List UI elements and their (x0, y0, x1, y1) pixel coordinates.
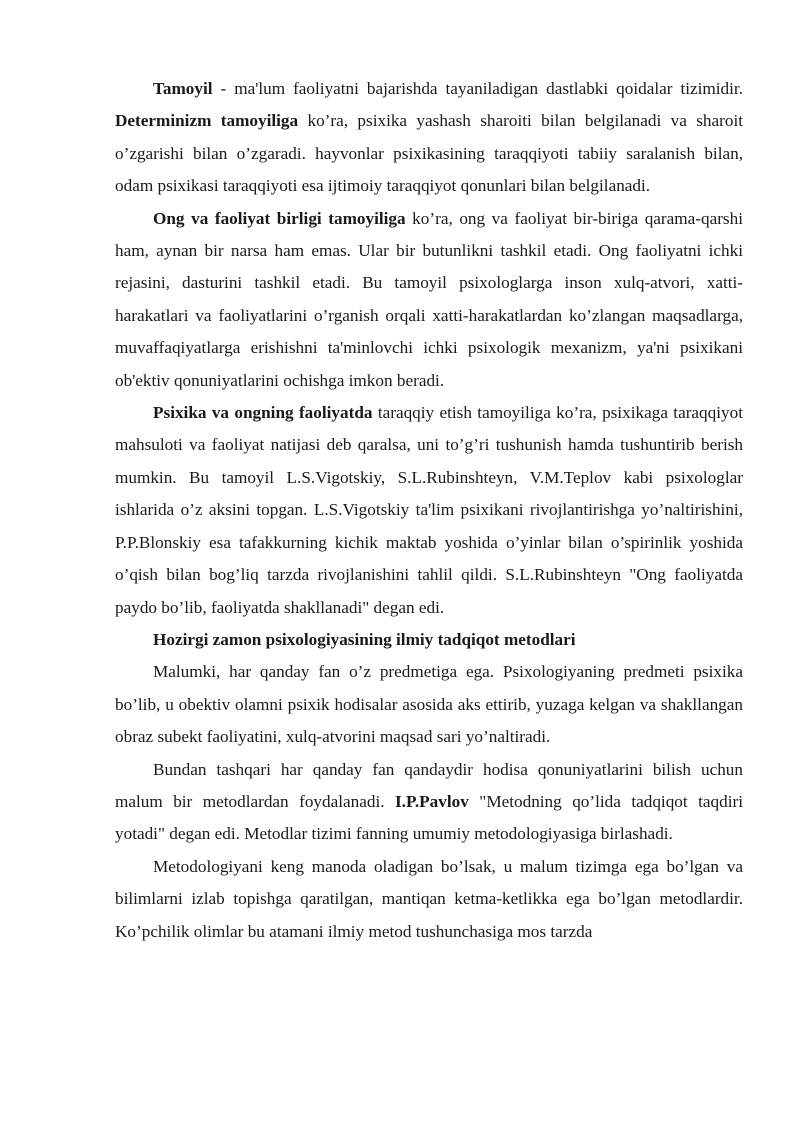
term-pavlov: I.P.Pavlov (394, 791, 469, 811)
section-heading: Hozirgi zamon psixologiyasining ilmiy tadqiqot metodlari (153, 629, 576, 649)
term-determinizm: Determinizm tamoyiliga (115, 111, 299, 131)
term-tamoyil: Tamoyil (153, 79, 213, 98)
paragraph-metodologiya: Metodologiyani keng manoda oladigan bo’lsak, u malum tizimga ega bo’lgan va bilimlarni izlab topishga qaratilgan, mantiqan ketma-ketlikka ega bo’lgan metodlardir. Ko’pchilik olimlar bu atamani ilmiy metod tushunchasiga mos tarzda (115, 856, 743, 941)
text-segment: "Metodning qo’lida tadqiqot taqdiri yotadi" degan edi. Metodlar tizimi fanning umumiy metodologiyasiga birlashadi. (115, 791, 743, 844)
text-segment: taraqqiy etish tamoyiliga ko’ra, psixikaga taraqqiyot mahsuloti va faoliyat natijasi deb qaralsa, uni to’g’ri tushunish hamda tushuntirib berish mumkin. Bu tamoyil L.S.Vigotskiy, S.L.Rubinshteyn, V.M.Teplov kabi psixologlar ishlarida o’z aksini topgan. L.S.Vigotskiy ta'lim psixikani rivojlantirishga yo’naltirishini, P.P.Blonskiy esa tafakkurning kichik maktab yoshida o’yinlar bilan o’spirinlik yoshida o’qish bilan bog’liq tarzda rivojlanishini tahlil qildi. S.L.Rubinshteyn "Ong faoliyatda paydo bo’lib, faoliyatda shakllanadi" degan edi. (115, 403, 743, 617)
text-segment: - ma'lum faoliyatni bajarishda tayaniladigan dastlabki qoidalar tizimidir. (212, 79, 743, 98)
paragraph-psixika-ong (115, 397, 743, 624)
paragraph-bundan (115, 754, 743, 851)
document-page (115, 73, 743, 948)
term-psixika-ong: Psixika va ongning faoliyatda (153, 403, 373, 423)
text-segment: Bundan tashqari har qanday fan qandaydir hodisa qonuniyatlarini bilish uchun malum bir metodlardan foydalanadi. (115, 759, 743, 811)
paragraph-malumki: Malumki, har qanday fan o’z predmetiga ega. Psixologiyaning predmeti psixika bo’lib, u obektiv olamni psixik hodisalar asosida aks ettirib, yuzaga kelgan va shakllangan obraz subekt faoliyatini, xulq-atvorini maqsad sari yo’naltiradi. (115, 662, 743, 747)
term-ong-faoliyat: Ong va faoliyat birligi tamoyiliga (153, 208, 406, 228)
text-segment: ko’ra, psixika yashash sharoiti bilan belgilanadi va sharoit o’zgarishi bilan o’zgaradi. hayvonlar psixikasining taraqqiyoti tabiiy saralanish bilan, odam psixikasi taraqqiyoti esa ijtimoiy taraqqiyot qonunlari bilan belgilanadi. (115, 111, 743, 196)
text-segment: ko’ra, ong va faoliyat bir-biriga qarama-qarshi ham, aynan bir narsa ham emas. Ular bir butunlikni tashkil etadi. Ong faoliyatni ichki rejasini, dasturini tashkil etadi. Bu tamoyil psixologlarga inson xulq-atvori, xatti-harakatlari va faoliyatlarini o’rganish orqali xatti-harakatlardan ko’zlangan maqsadlarga, muvaffaqiyatlarga erishishni ta'minlovchi ichki psixologik mexanizm, ya'ni psixikani ob'ektiv qonuniyatlarini ochishga imkon beradi. (115, 208, 743, 390)
paragraph-ong-faoliyat (115, 203, 743, 397)
paragraph-tamoyil (115, 73, 743, 203)
